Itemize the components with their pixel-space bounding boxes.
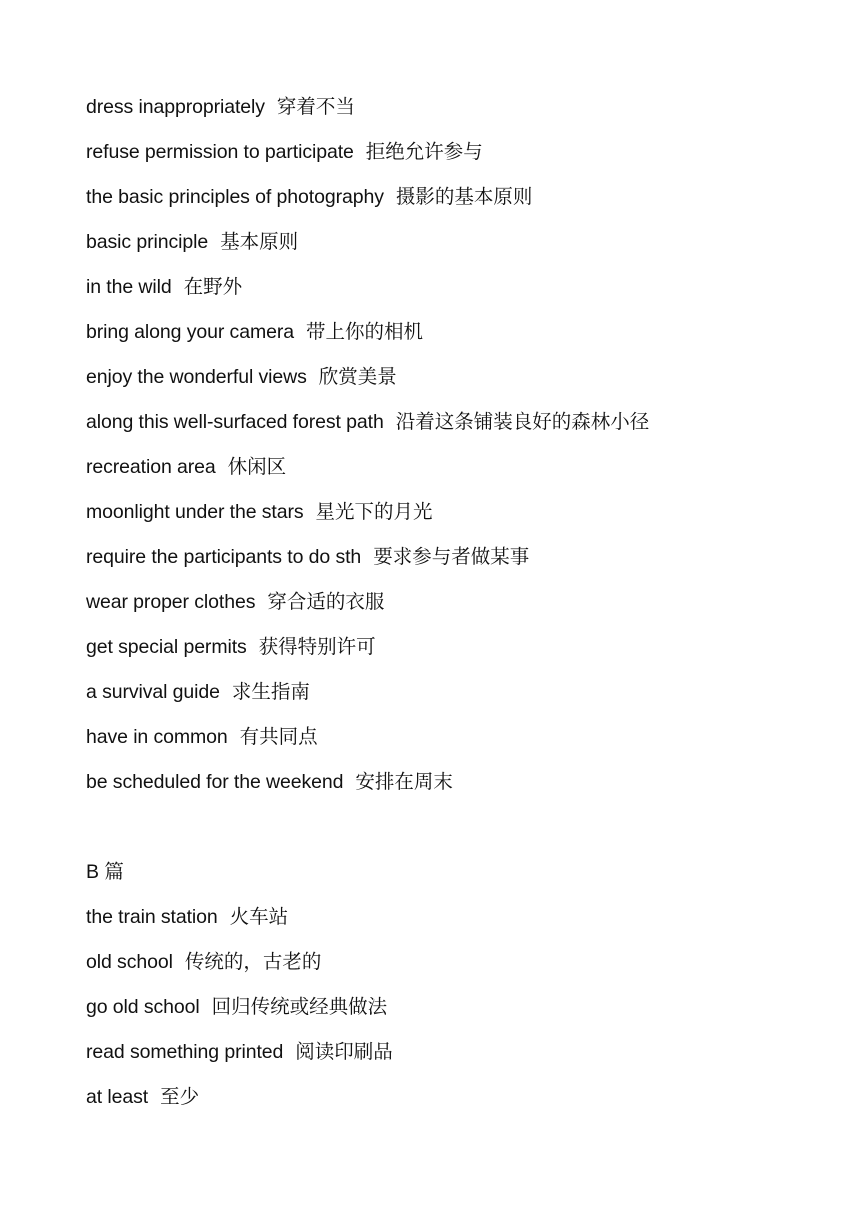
vocab-line	[86, 722, 826, 767]
english-phrase: go old school	[86, 996, 200, 1018]
chinese-meaning: 求生指南	[231, 680, 310, 703]
vocab-line	[86, 137, 826, 182]
english-phrase: refuse permission to participate	[86, 141, 354, 163]
chinese-meaning: 基本原则	[220, 230, 299, 253]
vocab-line	[86, 992, 826, 1037]
vocab-line	[86, 677, 826, 722]
english-phrase: require the participants to do sth	[86, 546, 362, 568]
vocab-line	[86, 182, 826, 227]
vocab-line	[86, 497, 826, 542]
english-phrase: moonlight under the stars	[86, 501, 304, 523]
english-phrase: basic principle	[86, 231, 209, 253]
english-phrase: at least	[86, 1086, 149, 1108]
english-phrase: a survival guide	[86, 681, 220, 703]
chinese-meaning: 拒绝允许参与	[365, 140, 483, 163]
english-phrase: have in common	[86, 726, 228, 748]
chinese-meaning: 休闲区	[227, 455, 287, 478]
english-phrase: along this well-surfaced forest path	[86, 411, 384, 433]
vocab-line	[86, 407, 826, 452]
english-phrase: the train station	[86, 906, 218, 928]
vocab-line	[86, 227, 826, 272]
vocab-line	[86, 317, 826, 362]
chinese-meaning: 穿着不当	[276, 95, 355, 118]
english-phrase: get special permits	[86, 636, 247, 658]
chinese-meaning: 带上你的相机	[305, 320, 423, 343]
english-phrase: in the wild	[86, 276, 172, 298]
vocab-line	[86, 587, 826, 632]
chinese-meaning: 火车站	[229, 905, 289, 928]
chinese-meaning: 欣赏美景	[318, 365, 397, 388]
vocab-line	[86, 452, 826, 497]
chinese-meaning: 穿合适的衣服	[267, 590, 385, 613]
vocab-line	[86, 92, 826, 137]
vocabulary-list	[86, 92, 826, 1127]
vocab-line	[86, 902, 826, 947]
english-phrase: enjoy the wonderful views	[86, 366, 307, 388]
vocab-line	[86, 632, 826, 677]
chinese-meaning: 摄影的基本原则	[395, 185, 533, 208]
english-phrase: recreation area	[86, 456, 216, 478]
vocab-line	[86, 1082, 826, 1127]
chinese-meaning: 获得特别许可	[258, 635, 376, 658]
section-gap	[86, 812, 826, 857]
chinese-meaning: 至少	[160, 1085, 200, 1108]
english-phrase: the basic principles of photography	[86, 186, 384, 208]
vocab-line	[86, 767, 826, 812]
section-heading: B 篇	[86, 861, 124, 883]
chinese-meaning: 传统的，古老的	[184, 950, 322, 973]
chinese-meaning: 沿着这条铺装良好的森林小径	[395, 410, 650, 433]
vocab-line	[86, 542, 826, 587]
english-phrase: be scheduled for the weekend	[86, 771, 344, 793]
english-phrase: dress inappropriately	[86, 96, 265, 118]
english-phrase: old school	[86, 951, 173, 973]
chinese-meaning: 有共同点	[239, 725, 318, 748]
chinese-meaning: 要求参与者做某事	[373, 545, 530, 568]
vocab-line	[86, 947, 826, 992]
chinese-meaning: 在野外	[183, 275, 243, 298]
vocab-line	[86, 362, 826, 407]
chinese-meaning: 星光下的月光	[315, 500, 433, 523]
english-phrase: read something printed	[86, 1041, 284, 1063]
english-phrase: wear proper clothes	[86, 591, 256, 613]
english-phrase: bring along your camera	[86, 321, 294, 343]
chinese-meaning: 阅读印刷品	[295, 1040, 393, 1063]
chinese-meaning: 回归传统或经典做法	[211, 995, 388, 1018]
vocab-line	[86, 272, 826, 317]
vocab-line	[86, 1037, 826, 1082]
chinese-meaning: 安排在周末	[355, 770, 453, 793]
